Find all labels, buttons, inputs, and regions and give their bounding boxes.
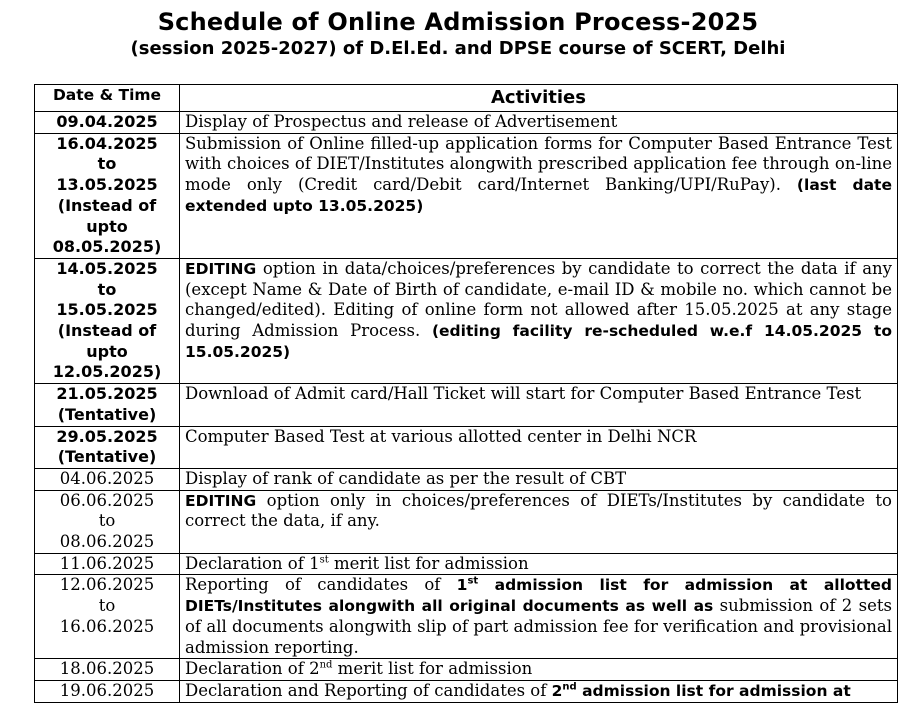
date-line: 04.06.2025: [59, 468, 155, 488]
date-line: 19.06.2025: [59, 680, 155, 700]
activity-text: EDITING: [185, 491, 257, 510]
date-cell: [35, 490, 180, 553]
table-row: [35, 133, 898, 258]
date-line: 13.05.2025: [56, 175, 158, 195]
activity-cell: [180, 258, 898, 383]
date-line: upto: [86, 341, 128, 361]
table-row: [35, 426, 898, 468]
date-cell: [35, 258, 180, 383]
activity-text: nd: [562, 681, 577, 693]
date-line: 08.05.2025): [52, 237, 162, 257]
date-line: 14.05.2025: [56, 258, 158, 278]
date-line: to: [98, 596, 116, 616]
date-line: (Tentative): [57, 447, 157, 467]
date-cell: [35, 659, 180, 681]
activity-cell: [180, 426, 898, 468]
activity-text: Display of rank of candidate as per the result of CBT: [185, 468, 627, 488]
page-title: Schedule of Online Admission Process-2025: [157, 8, 759, 36]
activity-cell: [180, 468, 898, 490]
date-cell: [35, 112, 180, 134]
date-time-header: Date & Time: [35, 85, 180, 112]
table-row: [35, 258, 898, 383]
date-line: 09.04.2025: [56, 112, 158, 131]
activity-text: Declaration of 1: [185, 553, 320, 573]
activity-cell: [180, 575, 898, 659]
table-row: [35, 112, 898, 134]
activity-text: merit list for admission: [332, 659, 533, 679]
date-line: to: [97, 279, 117, 299]
activity-text: Declaration and Reporting of candidates of: [185, 680, 552, 700]
table-row: [35, 680, 898, 702]
activity-cell: [180, 659, 898, 681]
activity-text: Display of Prospectus and release of Advertisement: [185, 112, 618, 131]
activity-cell: [180, 112, 898, 134]
activity-text: Submission of Online filled-up application forms for Computer Based Entrance Test with choices of DIET/Institutes alongwith prescribed application fee through on-line mode only (Credit card/Debit card/Internet Banking/UPI/RuPay).: [185, 133, 892, 195]
activity-text: merit list for admission: [328, 553, 529, 573]
date-line: 12.06.2025: [59, 575, 155, 595]
activity-cell: [180, 553, 898, 575]
date-line: 15.05.2025: [56, 300, 158, 320]
date-line: 08.06.2025: [59, 532, 155, 552]
date-line: 21.05.2025: [56, 384, 158, 404]
table-row: [35, 468, 898, 490]
activity-text: 2: [551, 681, 563, 700]
date-cell: [35, 680, 180, 702]
table-row: [35, 384, 898, 426]
date-cell: [35, 468, 180, 490]
table-header-row: [35, 85, 898, 112]
date-line: upto: [86, 216, 128, 236]
activity-cell: [180, 490, 898, 553]
date-line: 16.04.2025: [56, 133, 158, 153]
table-row: [35, 490, 898, 553]
activity-cell: [180, 133, 898, 258]
activity-text: (last date extended upto 13.05.2025): [185, 176, 892, 215]
date-cell: [35, 384, 180, 426]
date-line: 11.06.2025: [59, 553, 155, 573]
activity-text: admission list for admission at: [576, 681, 851, 700]
schedule-table: [34, 84, 898, 703]
date-line: (Tentative): [57, 404, 157, 424]
activity-cell: [180, 384, 898, 426]
activity-text: (editing facility re-scheduled w.e.f 14.05.2025 to 15.05.2025): [185, 322, 892, 361]
activity-text: submission of 2 sets of all documents alongwith slip of part admission fee for verification and provisional admission reporting.: [185, 596, 893, 657]
date-line: 06.06.2025: [59, 490, 155, 510]
date-line: 29.05.2025: [56, 426, 158, 446]
activity-text: nd: [319, 659, 333, 671]
date-line: to: [97, 154, 117, 174]
table-row: [35, 659, 898, 681]
activity-text: 1: [456, 576, 468, 595]
date-line: (Instead of: [57, 195, 157, 215]
date-cell: [35, 133, 180, 258]
activity-text: Reporting of candidates of: [185, 575, 457, 595]
date-line: 12.05.2025): [52, 362, 162, 382]
activity-text: Computer Based Test at various allotted center in Delhi NCR: [185, 426, 697, 446]
activity-text: option only in choices/preferences of DIETs/Institutes by candidate to correct the data, if any.: [185, 490, 892, 531]
activity-text: st: [319, 554, 329, 566]
activity-text: option in data/choices/preferences by candidate to correct the data if any (except Name & Date of Birth of candidate, e-mail ID & mobile no. which cannot be changed/edited). Editing of online form not allowed after 15.05.2025 at any stage during Admission Process.: [185, 258, 892, 341]
date-line: 18.06.2025: [59, 659, 155, 679]
activity-text: st: [467, 575, 479, 587]
activities-header: Activities: [180, 85, 898, 112]
date-line: (Instead of: [57, 321, 157, 341]
activity-text: Download of Admit card/Hall Ticket will start for Computer Based Entrance Test: [185, 384, 862, 404]
activity-text: EDITING: [185, 259, 257, 278]
table-row: [35, 575, 898, 659]
page-subtitle: (session 2025-2027) of D.El.Ed. and DPSE course of SCERT, Delhi: [130, 38, 786, 59]
table-row: [35, 553, 898, 575]
activity-cell: [180, 680, 898, 702]
date-line: 16.06.2025: [59, 616, 155, 636]
date-line: to: [98, 511, 116, 531]
activity-text: admission list for admission at allotted DIETs/Institutes alongwith all original documents as well as: [185, 576, 892, 616]
date-cell: [35, 426, 180, 468]
date-cell: [35, 553, 180, 575]
date-cell: [35, 575, 180, 659]
activity-text: Declaration of 2: [185, 659, 320, 679]
